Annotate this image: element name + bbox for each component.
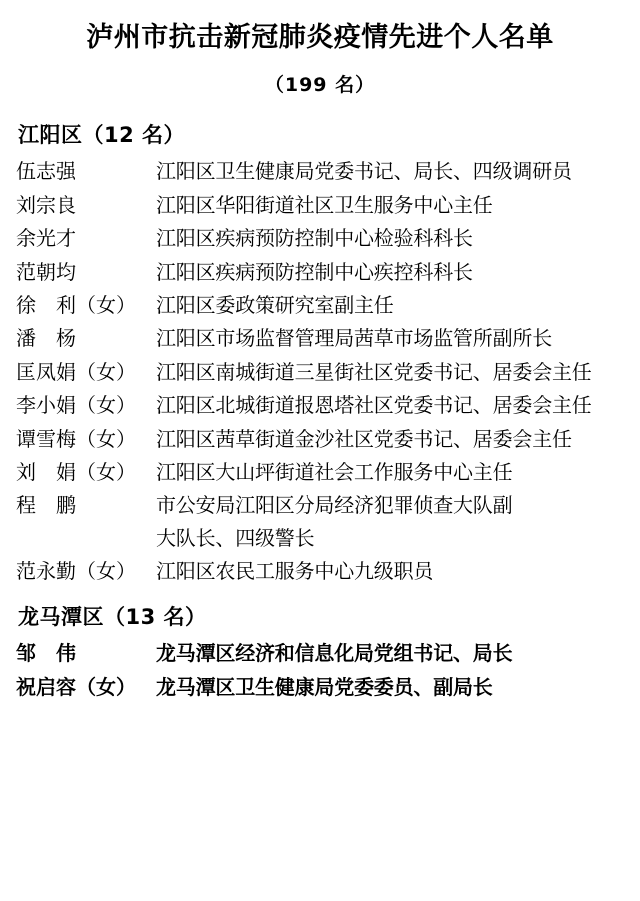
section-heading: 江阳区（12 名） xyxy=(18,123,186,148)
person-role-line1: 市公安局江阳区分局经济犯罪侦查大队副 xyxy=(156,493,513,518)
person-role: 江阳区南城街道三星街社区党委书记、居委会主任 xyxy=(156,359,592,384)
page-subtitle: （199 名） xyxy=(264,74,376,97)
page-title: 泸州市抗击新冠肺炎疫情先进个人名单 xyxy=(86,22,554,53)
list-item xyxy=(16,389,624,421)
person-role: 江阳区疾病预防控制中心疾控科科长 xyxy=(156,259,473,284)
person-name: 余光才 xyxy=(16,226,76,251)
person-role: 江阳区卫生健康局党委书记、局长、四级调研员 xyxy=(156,159,572,184)
person-name: 范永勤（女） xyxy=(16,559,136,584)
list-item xyxy=(16,222,624,254)
list-item xyxy=(16,155,624,187)
list-item xyxy=(16,555,624,587)
person-name: 徐 利（女） xyxy=(16,292,136,317)
person-name: 祝启容（女） xyxy=(16,674,136,699)
list-item xyxy=(16,489,624,554)
section-heading: 龙马潭区（13 名） xyxy=(18,605,207,630)
person-name: 刘宗良 xyxy=(16,192,76,217)
person-role: 江阳区农民工服务中心九级职员 xyxy=(156,559,434,584)
person-role-line2: 大队长、四级警长 xyxy=(156,525,315,550)
person-name: 邹 伟 xyxy=(16,641,76,666)
person-name: 伍志强 xyxy=(16,159,76,184)
section-jiangyang xyxy=(16,119,624,587)
person-role: 龙马潭区经济和信息化局党组书记、局长 xyxy=(156,641,513,666)
person-role: 江阳区疾病预防控制中心检验科科长 xyxy=(156,226,473,251)
list-item xyxy=(16,456,624,488)
person-role: 江阳区大山坪街道社会工作服务中心主任 xyxy=(156,459,513,484)
person-name: 李小娟（女） xyxy=(16,393,136,418)
list-item xyxy=(16,356,624,388)
person-role xyxy=(156,489,512,554)
person-name: 范朝均 xyxy=(16,259,76,284)
person-role: 江阳区茜草街道金沙社区党委书记、居委会主任 xyxy=(156,426,572,451)
person-role: 江阳区市场监督管理局茜草市场监管所副所长 xyxy=(156,326,552,351)
list-item xyxy=(16,189,624,221)
person-role: 龙马潭区卫生健康局党委委员、副局长 xyxy=(156,674,493,699)
section-longmatan xyxy=(16,601,624,703)
list-item xyxy=(16,671,624,703)
person-role: 江阳区委政策研究室副主任 xyxy=(156,292,394,317)
person-name: 匡凤娟（女） xyxy=(16,359,136,384)
person-name: 潘 杨 xyxy=(16,326,76,351)
list-item xyxy=(16,637,624,669)
person-role: 江阳区北城街道报恩塔社区党委书记、居委会主任 xyxy=(156,393,592,418)
list-item xyxy=(16,289,624,321)
list-item xyxy=(16,423,624,455)
list-item xyxy=(16,256,624,288)
person-role: 江阳区华阳街道社区卫生服务中心主任 xyxy=(156,192,493,217)
person-name: 谭雪梅（女） xyxy=(16,426,136,451)
list-item xyxy=(16,322,624,354)
person-name: 刘 娟（女） xyxy=(16,459,136,484)
person-name: 程 鹏 xyxy=(16,493,76,518)
